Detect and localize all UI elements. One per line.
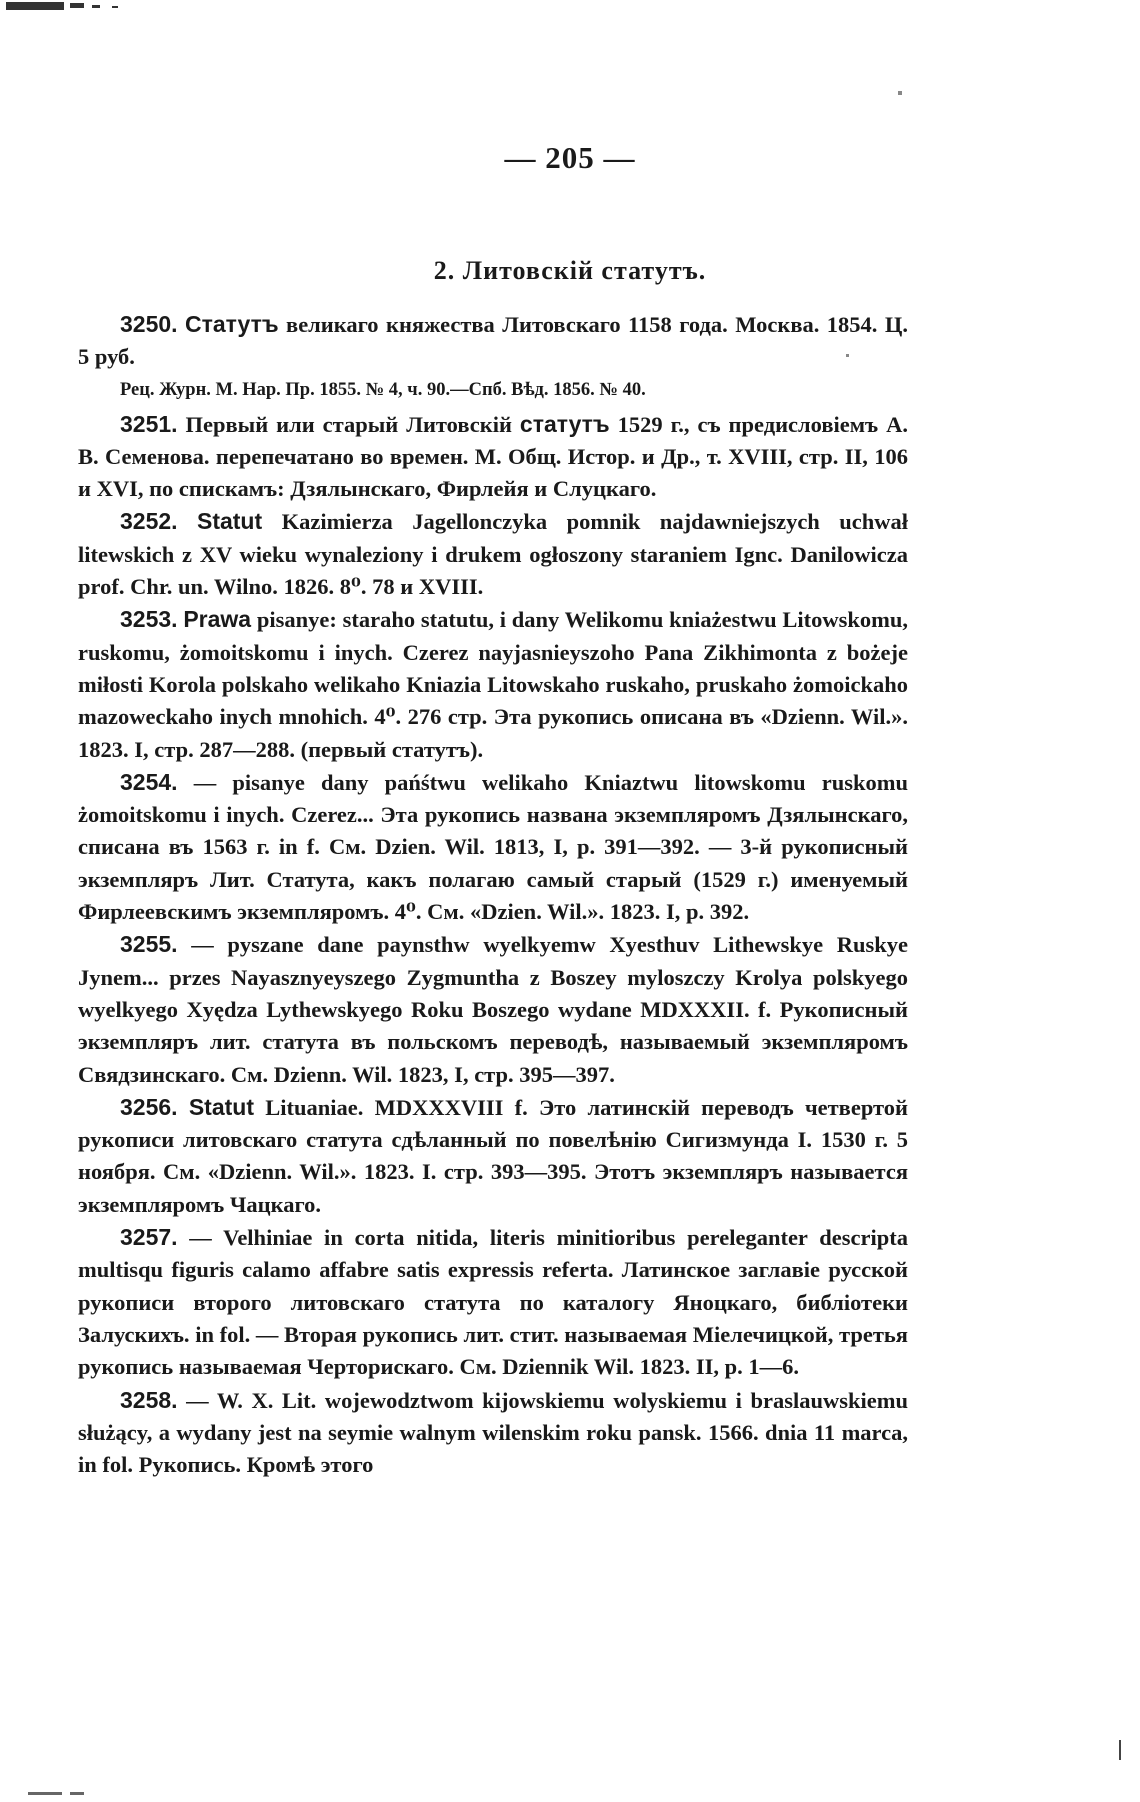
entry-keyword: Statut	[188, 1093, 254, 1120]
entry-number: 3250.	[120, 311, 178, 337]
entry-3257	[78, 1221, 908, 1383]
entry-lead: Первый или старый Литовскій	[177, 411, 520, 437]
entry-3251	[78, 408, 908, 506]
entry-keyword: статутъ	[519, 410, 610, 437]
entry-3252	[78, 505, 908, 603]
entry-number: 3256.	[120, 1093, 178, 1120]
entry-3250	[78, 308, 908, 374]
entry-text: 1529 г., съ предисловіемъ А. В. Семенова. перепечатано во времен. М. Общ. Истор. и Др., т. XVIII, стр. II, 106 и XVI, по спискамъ: Дзялынскаго, Фирлейя и Слуцкаго.	[78, 411, 908, 502]
entry-number: 3255.	[120, 931, 178, 958]
entry-text: Lituaniae. MDXXXVIII f. Это латинскій переводъ четвертой рукописи литовскаго статута сдѣланный по повелѣнію Сигизмунда I. 1530 г. 5 ноября. См. «Dzienn. Wil.». 1823. I. стр. 393—395. Этотъ экземпляръ называется экземпляромъ Чацкаго.	[78, 1094, 909, 1217]
entry-text: великаго княжества Литовскаго 1158 года. Москва. 1854. Ц. 5 руб.	[78, 312, 908, 370]
entry-keyword: Prawa	[183, 606, 252, 633]
print-speck	[1119, 1740, 1121, 1760]
entry-3258	[78, 1384, 908, 1482]
print-artifact	[0, 0, 200, 14]
entry-number: 3254.	[120, 768, 178, 795]
section-title: 2. Литовскій статутъ.	[433, 256, 707, 285]
entry-3255	[78, 928, 908, 1090]
entry-text: Kazimierza Jagellonczyka pomnik najdawniejszych uchwał litewskich z XV wieku wynaleziony i drukem ogłoszony staraniem Ignc. Danilowicza prof. Chr. un. Wilno. 1826. 8⁰. 78 и XVIII.	[78, 509, 908, 600]
entry-3254	[78, 766, 908, 928]
entries-body	[78, 308, 908, 1481]
entry-text: — pyszane dane paynsthw wyelkyemw Xyesthuv Lithewskye Ruskye Jynem... przes Nayasznyeyszego Zygmuntha z Boszey myloszczy Krolya polskyego wyelkyego Xyędza Lythewskyego Roku Boszego wydane MDXXXII. f. Рукописный экземпляръ лит. статута въ польскомъ переводѣ, называемый экземпляромъ Свядзинскаго. См. Dzienn. Wil. 1823, I, стр. 395—397.	[78, 932, 908, 1087]
entry-keyword: Статутъ	[185, 311, 279, 337]
entry-number: 3258.	[120, 1386, 178, 1413]
entry-text: — pisanye dany pańśtwu welikaho Kniaztwu litowskomu ruskomu żomoitskomu i inych. Czerez... Эта рукопись названа экземпляромъ Дзялынскаго, списана въ 1563 г. in f. См. Dzien. Wil. 1813, I, p. 391—392. — 3-й рукописный экземпляръ Лит. Статута, какъ полагаю самый старый (1529 г.) именуемый Фирлеевскимъ экземпляромъ. 4⁰. См. «Dzien. Wil.». 1823. I, p. 392.	[78, 769, 908, 925]
entry-review: Рец. Журн. М. Нар. Пр. 1855. № 4, ч. 90.—Спб. Вѣд. 1856. № 40.	[120, 379, 646, 400]
entry-3253	[78, 603, 908, 765]
page-number: — 205 —	[504, 140, 636, 175]
entry-text: — Velhiniae in corta nitida, literis minitioribus pereleganter descripta multisqu figuris calamo affabre satis expressis referta. Латинское заглавіе русской рукописи второго литовскаго статута по каталогу Яноцкаго, библіотеки Залускихъ. in fol. — Вторая рукопись лит. стит. называемая Міелечицкой, третья рукопись называемая Черторискаго. См. Dziennik Wil. 1823. II, p. 1—6.	[78, 1225, 908, 1380]
print-speck	[898, 91, 902, 95]
entry-keyword: Statut	[196, 508, 263, 535]
print-speck	[28, 1792, 62, 1795]
entry-3256	[78, 1091, 908, 1221]
entry-number: 3251.	[120, 410, 178, 437]
entry-text: — W. X. Lit. wojewodztwom kijowskiemu wolyskiemu i braslauwskiemu służący, a wydany jest na seymie walnym wilenskim roku pansk. 1566. dnia 11 marca, in fol. Рукопись. Кромѣ этого	[78, 1387, 908, 1478]
entry-number: 3252.	[120, 508, 178, 535]
entry-number: 3257.	[120, 1224, 178, 1251]
entry-number: 3253.	[120, 606, 178, 633]
print-speck	[70, 1792, 84, 1795]
entry-text: pisanye: staraho statutu, i dany Welikomu kniażestwu Litowskomu, ruskomu, żomoitskomu i inych. Czerez nayjasnieyszoho Pana Zikhimonta z bożeje miłosti Korola polskaho welikaho Kniazia Litowskaho ruskaho, pruskaho żomoickaho mazoweckaho inych mnohich. 4⁰. 276 стр. Эта рукопись описана въ «Dzienn. Wil.». 1823. I, стр. 287—288. (первый статутъ).	[78, 607, 909, 762]
